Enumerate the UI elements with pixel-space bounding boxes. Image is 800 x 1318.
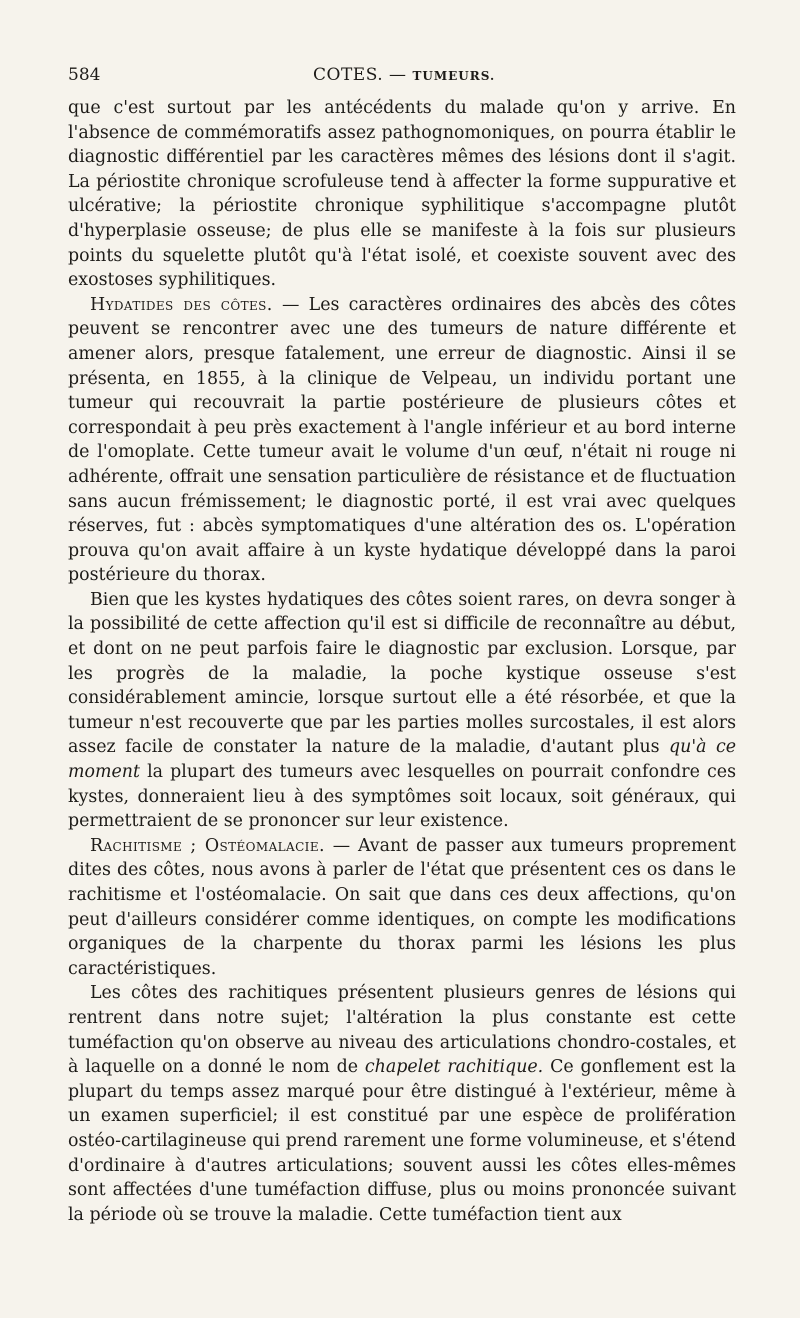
paragraph-text: Les côtes des rachitiques présentent plusieurs genres de lésions qui rentrent dans notre sujet; l'altération la plus constante est cette tuméfaction qu'on observe au niveau des articulations chondro-costales, et à laquelle on a donné le nom de (68, 983, 736, 1078)
section-heading-hydatides: Hydatides des côtes. (90, 294, 273, 315)
paragraph-text: Avant de passer aux tumeurs proprement dites des côtes, nous avons à parler de l'état que présentent ces os dans le rachitisme et l'ostéomalacie. On sait que dans ces deux affections, qu'on peut d'ailleurs considérer comme identiques, on compte les modifications organiques de la charpente du thorax parmi les lésions les plus caractéristiques. (68, 835, 736, 979)
paragraph-continuation: que c'est surtout par les antécédents du malade qu'on y arrive. En l'absence de commémoratifs assez pathognomoniques, on pourra établir le diagnostic différentiel par les caractères mêmes des lésions dont il s'agit. La périostite chronique scrofuleuse tend à affecter la forme suppurative et ulcérative; la périostite chronique syphilitique s'accompagne plutôt d'hyperplasie osseuse; de plus elle se manifeste à la fois sur plusieurs points du squelette plutôt qu'à l'état isolé, et coexiste souvent avec des exostoses syphilitiques. (68, 98, 736, 291)
heading-dash: — (281, 294, 300, 315)
page-number: 584 (68, 65, 101, 85)
section-heading-rachitisme: Rachitisme ; Ostéomalacie. (90, 835, 325, 856)
paragraph-chapelet (68, 981, 736, 1227)
running-title (313, 62, 495, 89)
paragraph-kystes (68, 588, 736, 834)
heading-dash: — (332, 835, 351, 856)
section-subtitle: TUMEURS. (412, 69, 496, 83)
paragraph-hydatides (68, 293, 736, 588)
paragraph-text: Bien que les kystes hydatiques des côtes soient rares, on devra songer à la possibilité de cette affection qu'il est si difficile de reconnaître au début, et dont on ne peut parfois faire le diagnostic par exclusion. Lorsque, par les progrès de la maladie, la poche kystique osseuse s'est considérablement amincie, lorsque surtout elle a été résorbée, et que la tumeur n'est recouverte que par les parties molles surcostales, il est alors assez facile de constater la nature de la maladie, d'autant plus (68, 589, 736, 758)
running-head (68, 62, 736, 88)
paragraph-text: la plupart des tumeurs avec lesquelles on pourrait confondre ces kystes, donneraient lieu à des symptômes soit locaux, soit généraux, qui permettraient de se prononcer sur leur existence. (68, 762, 736, 832)
chapter-title: COTES. (313, 65, 384, 85)
italic-phrase: qu'à ce moment (68, 737, 737, 783)
italic-phrase: chapelet rachitique. (364, 1057, 544, 1078)
paragraph-text: Ce gonflement est la plupart du temps assez marqué pour être distingué à l'extérieur, même à un examen superficiel; il est constitué par une espèce de prolifération ostéo-cartilagineuse qui prend rarement une forme volumineuse, et s'étend d'ordinaire à d'autres articulations; souvent aussi les côtes elles-mêmes sont affectées d'une tuméfaction diffuse, plus ou moins prononcée suivant la période où se trouve la maladie. Cette tuméfaction tient aux (68, 1057, 737, 1225)
paragraph-rachitisme (68, 834, 736, 982)
paragraph-text: Les caractères ordinaires des abcès des côtes peuvent se rencontrer avec une des tumeurs de nature différente et amener alors, presque fatalement, une erreur de diagnostic. Ainsi il se présenta, en 1855, à la clinique de Velpeau, un individu portant une tumeur qui recouvrait la partie postérieure de plusieurs côtes et correspondait à peu près exactement à l'angle inférieur et au bord interne de l'omoplate. Cette tumeur avait le volume d'un œuf, n'était ni rouge ni adhérente, offrait une sensation particulière de résistance et de fluctuation sans aucun frémissement; le diagnostic porté, il est vrai avec quelques réserves, fut : abcès symptomatiques d'une altération des os. L'opération prouva qu'on avait affaire à un kyste hydatique développé dans la paroi postérieure du thorax. (68, 294, 736, 586)
title-separator: — (389, 65, 407, 85)
body-text (68, 96, 736, 1227)
